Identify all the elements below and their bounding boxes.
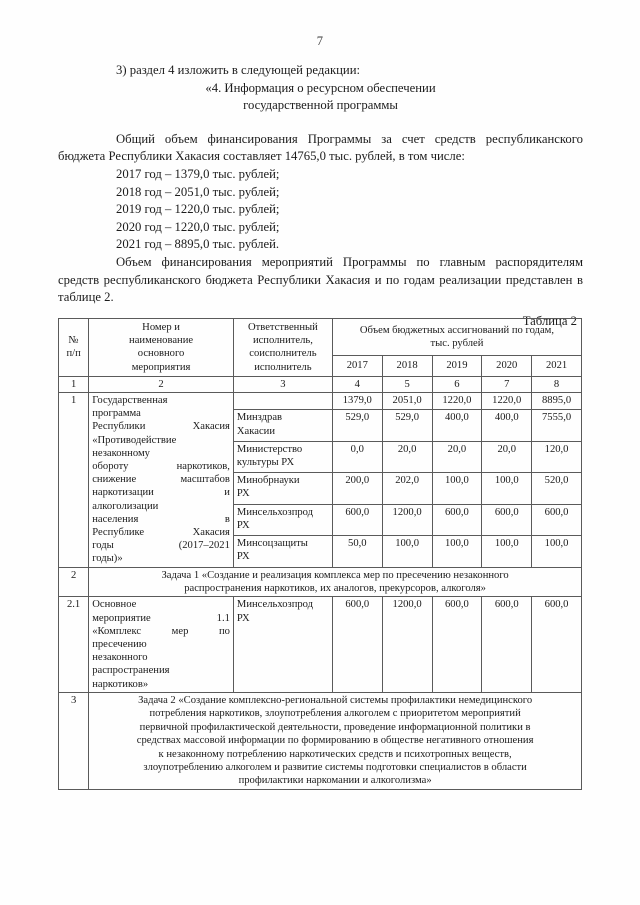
header-row-number-line1: № — [68, 335, 79, 347]
header-budget-line1: Объем бюджетных ассигнований по годам, — [359, 324, 555, 336]
column-number-6: 6 — [432, 376, 482, 392]
column-number-3: 3 — [233, 376, 332, 392]
row1-minsoczashity-2021: 100,0 — [532, 536, 582, 568]
row2-1-value-2018: 1200,0 — [382, 597, 432, 692]
row3-task-line4: средствах массовой информации по формированию в обществе негативного отношения — [136, 735, 534, 747]
column-number-7: 7 — [482, 376, 532, 392]
row2-1-value-2019: 600,0 — [432, 597, 482, 692]
header-measure-name-line4: мероприятия — [131, 361, 191, 373]
header-year-2018: 2018 — [382, 355, 432, 376]
row1-name-line-1: Государственная — [92, 395, 168, 407]
row1-minobrnauki-2020: 100,0 — [482, 473, 532, 504]
row1-program-name — [89, 393, 234, 568]
row1-name-line-7: снижение масштабов — [92, 474, 230, 486]
row1-name-line-10: населения в — [92, 513, 230, 525]
row1-minzdrav-2018: 529,0 — [382, 410, 432, 441]
header-executor-line3: соисполнитель — [249, 348, 317, 360]
row1-number: 1 — [59, 393, 89, 568]
heading-line-2: государственной программы — [243, 98, 398, 113]
row1-minobrnauki-2019: 100,0 — [432, 473, 482, 504]
row1-executor-minkultury-line2: культуры РХ — [236, 457, 295, 468]
row1-executor-minsoczashity — [233, 536, 332, 568]
row2-1-name-line-3: «Комплекс мер по — [92, 625, 230, 637]
header-executor-line2: исполнитель, — [252, 335, 313, 347]
column-number-1: 1 — [59, 376, 89, 392]
row1-executor-minselhozprod-line2: РХ — [236, 519, 250, 531]
row2-1-name-line-7: наркотиков» — [92, 678, 149, 690]
row1-name-line-3: Республики Хакасия — [92, 421, 230, 433]
intro-line: 3) раздел 4 изложить в следующей редакции: — [116, 63, 361, 77]
header-row-number — [59, 319, 89, 377]
row1-minkultury-2019: 20,0 — [432, 441, 482, 472]
heading-line-1: «4. Информация о ресурсном обеспечении — [205, 80, 436, 95]
table-header-row — [59, 319, 582, 356]
row2-1-executor-line2: РХ — [236, 612, 250, 624]
row1-minselhozprod-2018: 1200,0 — [382, 504, 432, 535]
row2-task-line2: распространения наркотиков, их аналогов, прекурсоров, алкоголя» — [184, 583, 486, 595]
row1-executor-minkultury — [233, 441, 332, 472]
column-number-4: 4 — [332, 376, 382, 392]
row2-1-value-2017: 600,0 — [332, 597, 382, 692]
row2-1-name-line-5: незаконного — [92, 652, 148, 664]
row3-task-line6: злоупотреблению алкоголем и развитие системы подготовки специалистов в области — [143, 761, 527, 773]
row1-minsoczashity-2017: 50,0 — [332, 536, 382, 568]
row1-minkultury-2018: 20,0 — [382, 441, 432, 472]
page-number: 7 — [316, 34, 324, 48]
table-row — [59, 597, 582, 692]
row2-task-description — [89, 567, 582, 597]
row1-executor-minzdrav-line1: Минздрав — [236, 412, 283, 424]
header-measure-name — [89, 319, 234, 377]
row1-minzdrav-2020: 400,0 — [482, 410, 532, 441]
row3-task-line7: профилактики наркомании и алкоголизма» — [238, 775, 432, 787]
budget-allocations-table — [58, 318, 582, 790]
table-row — [59, 393, 582, 410]
row1-executor-minzdrav — [233, 410, 332, 441]
row2-number: 2 — [59, 567, 89, 597]
table-row — [59, 692, 582, 789]
row1-minselhozprod-2017: 600,0 — [332, 504, 382, 535]
row1-minselhozprod-2019: 600,0 — [432, 504, 482, 535]
row1-name-line-2: программа — [92, 408, 141, 420]
row2-1-name-line-1: Основное — [92, 599, 137, 611]
header-measure-name-line3: основного — [137, 348, 185, 360]
table-body — [59, 393, 582, 790]
row2-1-number: 2.1 — [59, 597, 89, 692]
row1-minobrnauki-2021: 520,0 — [532, 473, 582, 504]
row2-1-name-line-4: пресечению — [92, 639, 147, 651]
column-number-5: 5 — [382, 376, 432, 392]
header-year-2017: 2017 — [332, 355, 382, 376]
header-budget-line2: тыс. рублей — [430, 337, 484, 349]
header-year-2021: 2021 — [532, 355, 582, 376]
row1-total-2018: 2051,0 — [382, 393, 432, 410]
table-header — [59, 319, 582, 393]
row1-name-line-6: обороту наркотиков, — [92, 461, 230, 473]
row2-task-line1: Задача 1 «Создание и реализация комплекса мер по пресечению незаконного — [161, 569, 509, 581]
row1-executor-minobrnauki — [233, 473, 332, 504]
header-budget-allocations — [332, 319, 581, 356]
header-measure-name-line1: Номер и — [142, 322, 180, 333]
table-caption: Таблица 2 — [522, 313, 577, 328]
row1-executor-minsoczashity-line2: РХ — [236, 551, 250, 563]
row2-1-executor-line1: Минсельхозпрод — [236, 599, 314, 611]
year-amount-2018: 2018 год – 2051,0 тыс. рублей; — [116, 184, 280, 199]
row1-executor-minsoczashity-line1: Минсоцзащиты — [236, 538, 308, 550]
row1-total-2021: 8895,0 — [532, 393, 582, 410]
header-year-2020: 2020 — [482, 355, 532, 376]
row3-task-line3: первичной профилактической деятельности, проведение информационной политики в — [139, 721, 531, 733]
row2-1-name-line-6: распространения — [92, 665, 170, 677]
row1-name-line-13: годы)» — [92, 553, 123, 565]
row1-executor-minselhozprod-line1: Минсельхозпрод — [236, 506, 314, 518]
row2-1-value-2020: 600,0 — [482, 597, 532, 692]
row2-1-value-2021: 600,0 — [532, 597, 582, 692]
row1-minkultury-2017: 0,0 — [332, 441, 382, 472]
row1-executor-minzdrav-line2: Хакасии — [236, 425, 275, 437]
row1-total-2017: 1379,0 — [332, 393, 382, 410]
row1-minzdrav-2019: 400,0 — [432, 410, 482, 441]
header-measure-name-line2: наименование — [129, 335, 194, 347]
row2-1-name-line-2: мероприятие 1.1 — [92, 612, 230, 624]
row1-executor-minobrnauki-line2: РХ — [236, 488, 250, 500]
row1-total-2020: 1220,0 — [482, 393, 532, 410]
row1-minzdrav-2021: 7555,0 — [532, 410, 582, 441]
header-executor-line4: исполнитель — [254, 361, 312, 373]
row3-task-line1: Задача 2 «Создание комплексно-регионaльной системы профилактики немедицинского — [138, 694, 533, 706]
row1-name-line-5: незаконному — [92, 447, 150, 459]
row1-executor-minkultury-line1: Министерство — [236, 443, 303, 455]
year-amount-2021: 2021 год – 8895,0 тыс. рублей. — [116, 237, 280, 252]
row2-1-executor — [233, 597, 332, 692]
header-executor — [233, 319, 332, 377]
table-row — [59, 567, 582, 597]
row3-task-line5: к незаконному потреблению наркотических средств и психотропных веществ, — [158, 748, 512, 760]
table-column-numbers-row — [59, 376, 582, 392]
row1-executor-minselhozprod — [233, 504, 332, 535]
row1-minsoczashity-2018: 100,0 — [382, 536, 432, 568]
row1-name-line-12: годы (2017–2021 — [92, 540, 230, 552]
column-number-2: 2 — [89, 376, 234, 392]
year-amount-2020: 2020 год – 1220,0 тыс. рублей; — [116, 219, 280, 234]
row1-minsoczashity-2019: 100,0 — [432, 536, 482, 568]
total-funding-paragraph: Общий объем финансирования Программы за счет средств республиканского бюджета Республики Хакасия составляет 14765,0 тыс. рублей, в том числе: — [58, 131, 583, 164]
row1-minkultury-2020: 20,0 — [482, 441, 532, 472]
year-amount-2019: 2019 год – 1220,0 тыс. рублей; — [116, 202, 280, 217]
row1-minkultury-2021: 120,0 — [532, 441, 582, 472]
document-body — [58, 62, 583, 330]
row1-minzdrav-2017: 529,0 — [332, 410, 382, 441]
row1-minobrnauki-2018: 202,0 — [382, 473, 432, 504]
row1-minsoczashity-2020: 100,0 — [482, 536, 532, 568]
row1-minobrnauki-2017: 200,0 — [332, 473, 382, 504]
row3-task-description — [89, 692, 582, 789]
header-year-2019: 2019 — [432, 355, 482, 376]
row1-minselhozprod-2021: 600,0 — [532, 504, 582, 535]
row1-name-line-9: алкоголизации — [92, 500, 159, 512]
row3-task-line2: потребления наркотиков, злоупотребления алкоголем с приоритетом мероприятий — [149, 708, 521, 720]
row1-executor-minobrnauki-line1: Минобрнауки — [236, 475, 300, 487]
row3-number: 3 — [59, 692, 89, 789]
row1-total-executor — [233, 393, 332, 410]
row2-1-measure-name — [89, 597, 234, 692]
header-executor-line1: Ответственный — [248, 322, 318, 333]
row1-total-2019: 1220,0 — [432, 393, 482, 410]
row1-name-line-8: наркотизации и — [92, 487, 230, 499]
row1-name-line-11: Республике Хакасия — [92, 527, 230, 539]
header-row-number-line2: п/п — [66, 348, 81, 360]
year-amount-2017: 2017 год – 1379,0 тыс. рублей; — [116, 166, 280, 181]
column-number-8: 8 — [532, 376, 582, 392]
distribution-paragraph: Объем финансирования мероприятий Программы по главным распорядителям средств республиканского бюджета Республики Хакасия и по годам реализации представлен в таблице 2. — [58, 254, 583, 305]
row1-name-line-4: «Противодействие — [92, 434, 177, 446]
row1-minselhozprod-2020: 600,0 — [482, 504, 532, 535]
